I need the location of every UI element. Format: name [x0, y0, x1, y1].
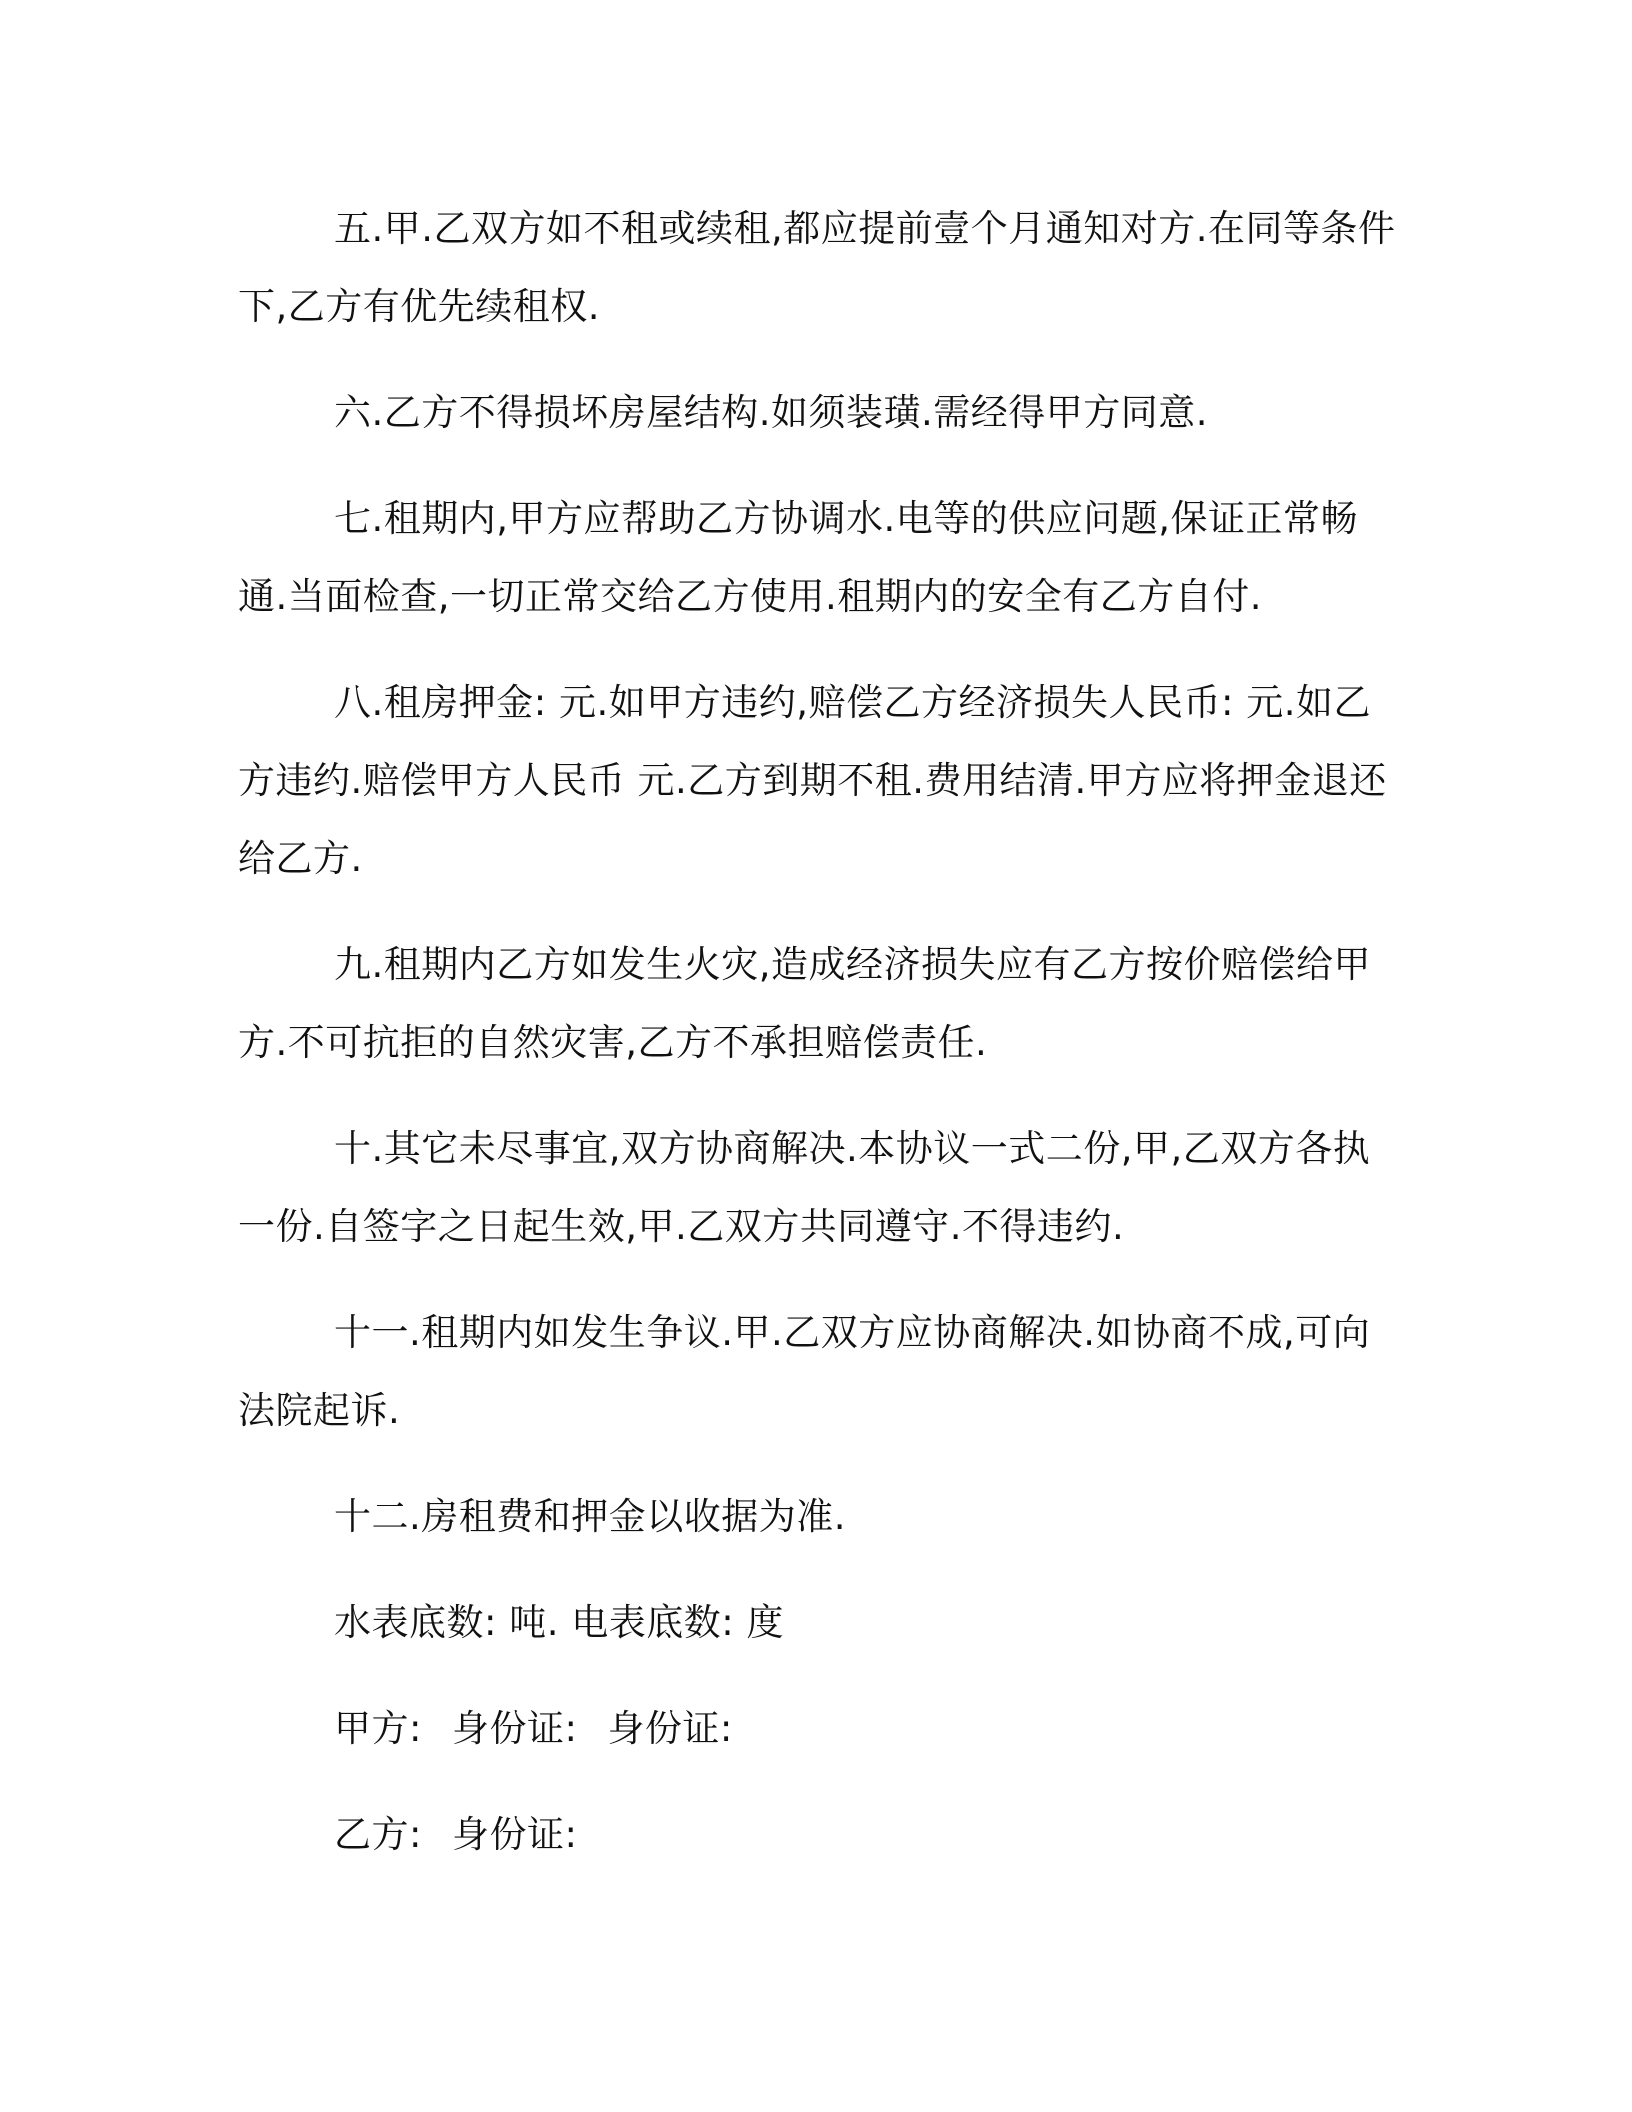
- clause-5: 五.甲.乙双方如不租或续租,都应提前壹个月通知对方.在同等条件下,乙方有优先续租权.: [238, 207, 1396, 328]
- clause-8: 八.租房押金: 元.如甲方违约,赔偿乙方经济损失人民币: 元.如乙方违约.赔偿甲方人民币 元.乙方到期不租.费用结清.甲方应将押金退还给乙方.: [238, 681, 1387, 880]
- clause-7: 七.租期内,甲方应帮助乙方协调水.电等的供应问题,保证正常畅通.当面检查,一切正常交给乙方使用.租期内的安全有乙方自付.: [238, 497, 1359, 618]
- party-a-label: 甲方:: [334, 1707, 422, 1750]
- party-a-id-label-2: 身份证:: [607, 1707, 733, 1750]
- clause-11: 十一.租期内如发生争议.甲.乙双方应协商解决.如协商不成,可向法院起诉.: [238, 1311, 1371, 1432]
- contract-body: [238, 190, 1398, 1902]
- clause-6: 六.乙方不得损坏房屋结构.如须装璜.需经得甲方同意.: [334, 391, 1209, 434]
- clause-10: 十.其它未尽事宜,双方协商解决.本协议一式二份,甲,乙双方各执一份.自签字之日起生效,甲.乙双方共同遵守.不得违约.: [238, 1127, 1371, 1248]
- clause-9: 九.租期内乙方如发生火灾,造成经济损失应有乙方按价赔偿给甲方.不可抗拒的自然灾害,乙方不承担赔偿责任.: [238, 943, 1372, 1064]
- party-b-id-label: 身份证:: [451, 1813, 578, 1856]
- party-a-signature-line: [238, 1690, 1398, 1768]
- party-a-id-label-1: 身份证:: [451, 1707, 578, 1750]
- party-b-label: 乙方:: [334, 1813, 422, 1856]
- clause-12: 十二.房租费和押金以收据为准.: [334, 1495, 847, 1538]
- party-b-signature-line: [238, 1796, 1398, 1874]
- meter-readings: 水表底数: 吨. 电表底数: 度: [334, 1601, 784, 1644]
